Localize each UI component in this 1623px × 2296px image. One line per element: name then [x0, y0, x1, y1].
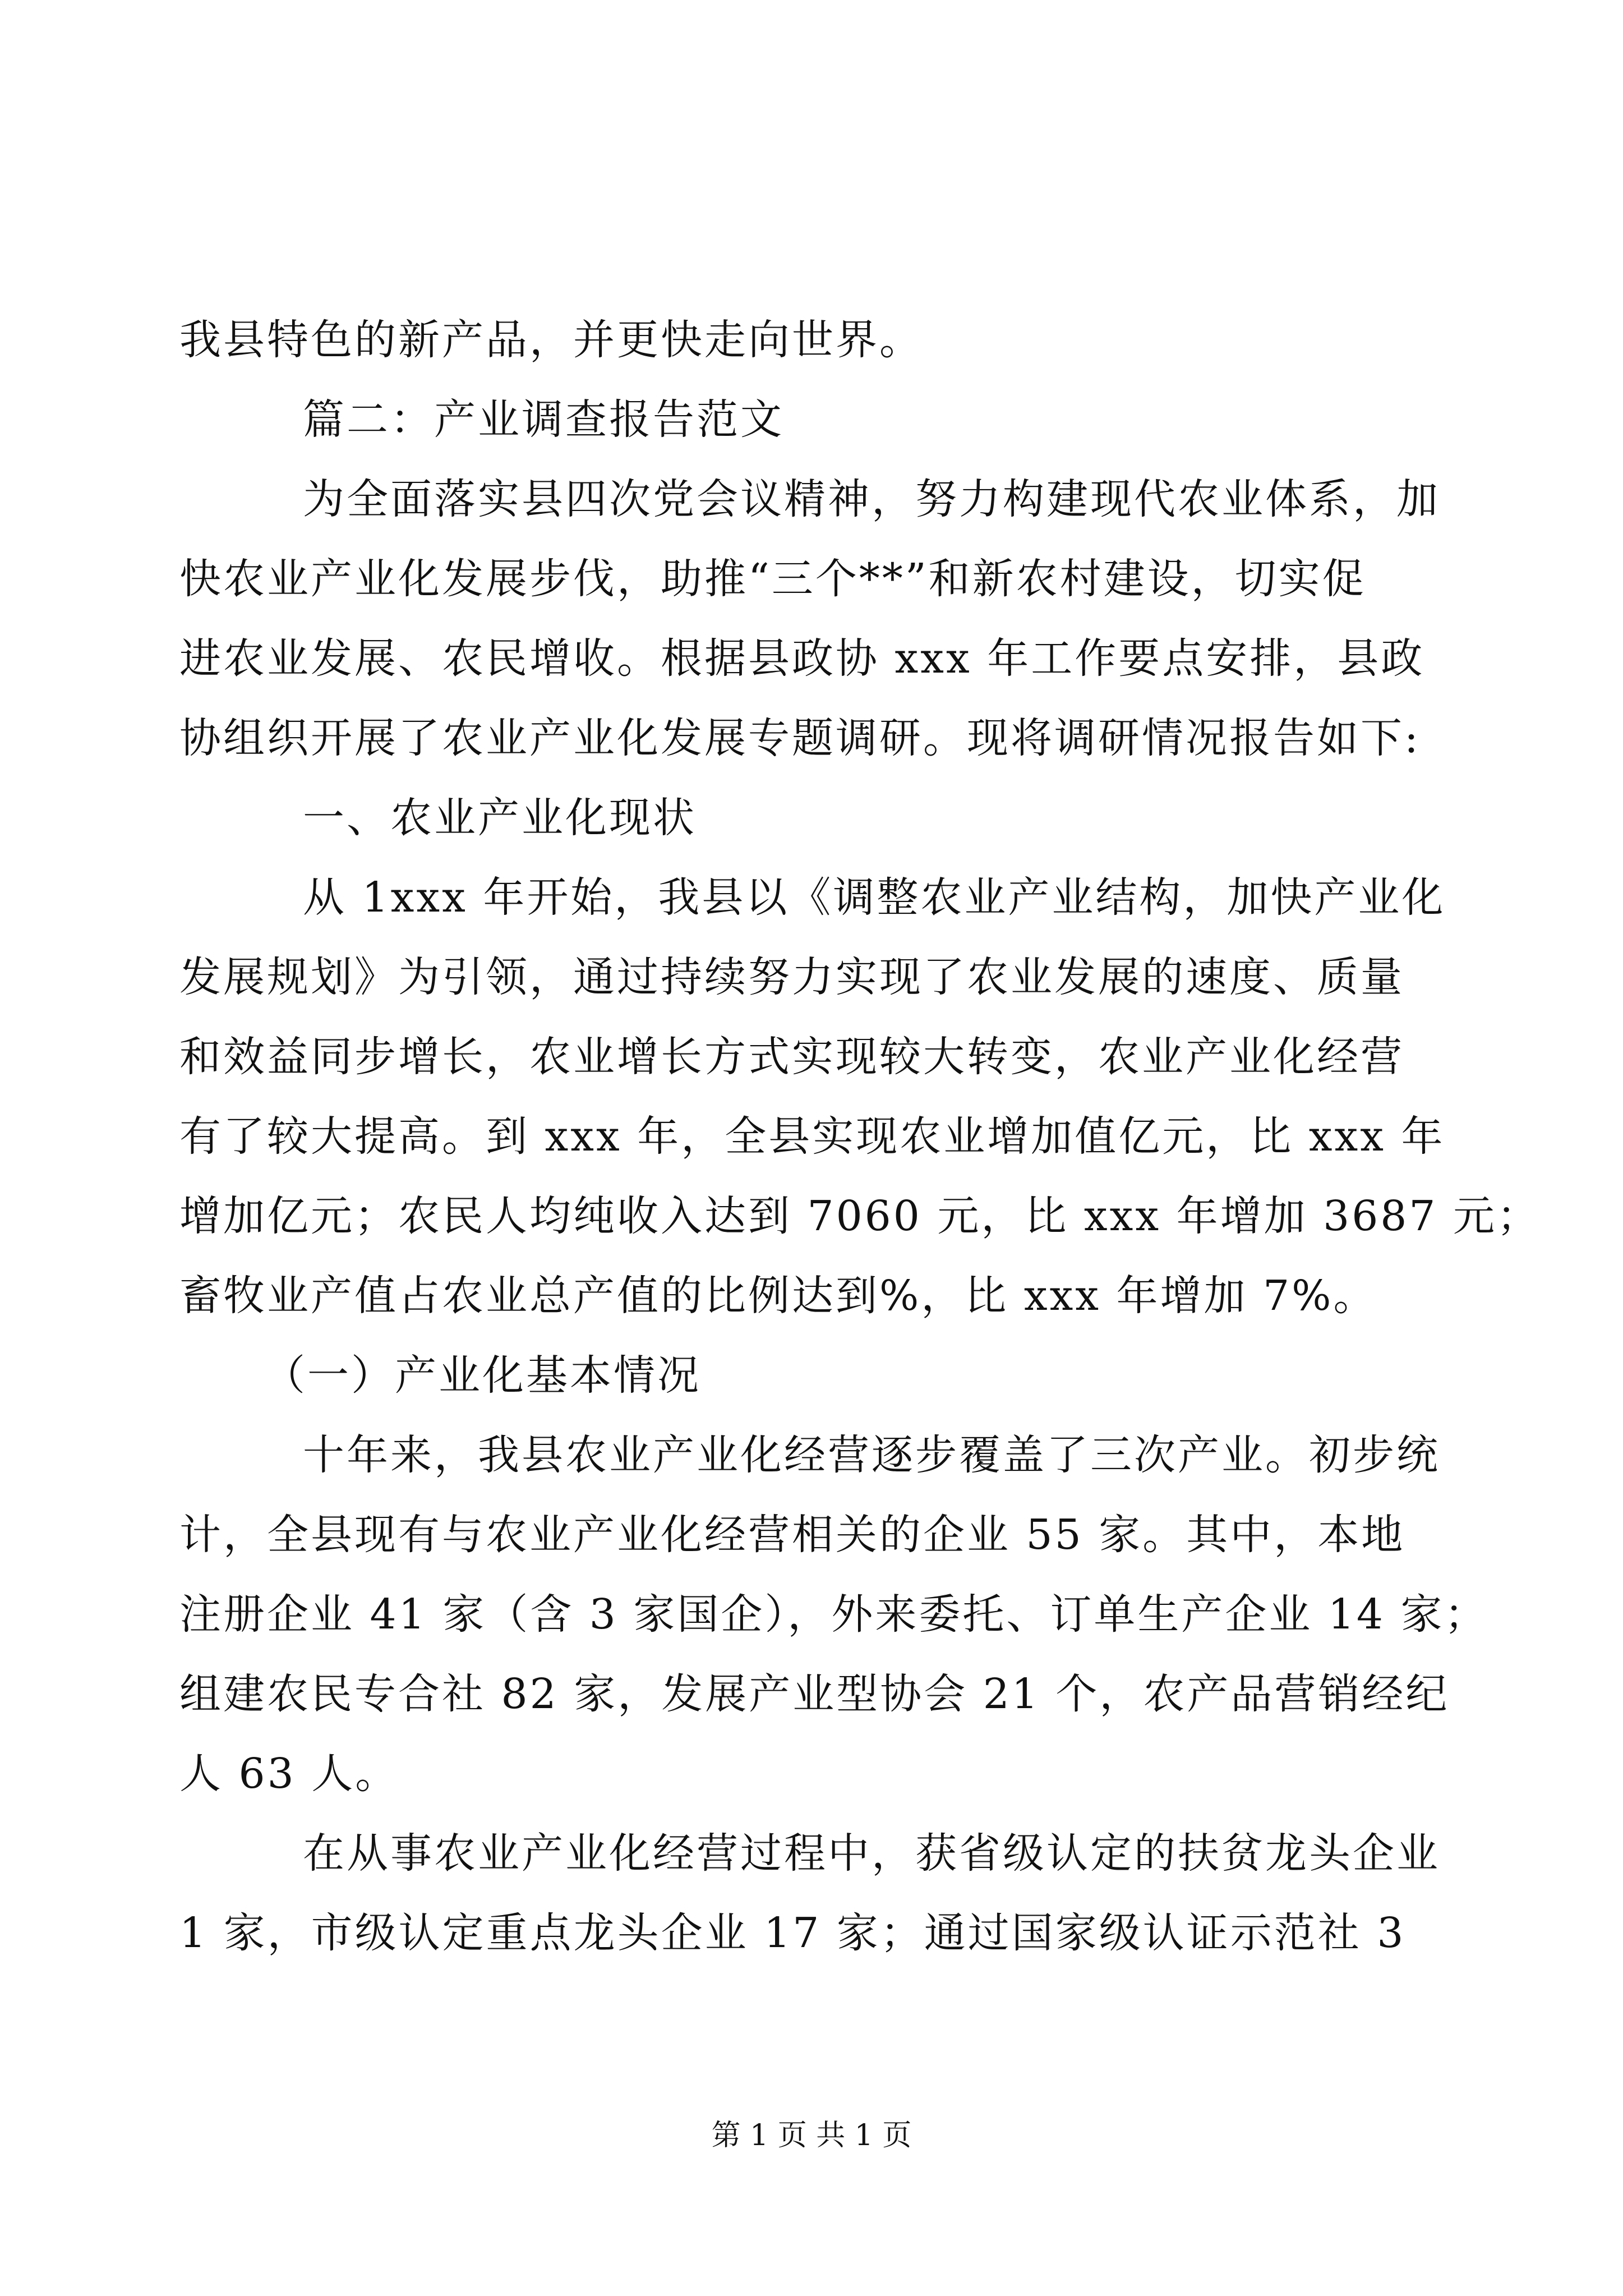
text-line: 快农业产业化发展步伐，助推“三个**”和新农村建设，切实促: [179, 555, 1366, 603]
text-line: 计，全县现有与农业产业化经营相关的企业 55 家。其中，本地: [179, 1511, 1405, 1559]
section-heading: （一）产业化基本情况: [264, 1351, 701, 1400]
text-line: 我县特色的新产品，并更快走向世界。: [179, 316, 923, 364]
text-line: 进农业发展、农民增收。根据县政协 xxx 年工作要点安排，县政: [179, 634, 1425, 683]
section-heading: 篇二：产业调查报告范文: [303, 395, 784, 444]
text-line: 从 1xxx 年开始，我县以《调整农业产业结构，加快产业化: [303, 873, 1446, 922]
text-line: 1 家，市级认定重点龙头企业 17 家；通过国家级认证示范社 3: [179, 1909, 1406, 1957]
text-line: 在从事农业产业化经营过程中，获省级认定的扶贫龙头企业: [303, 1829, 1440, 1878]
text-line: 发展规划》为引领，通过持续努力实现了农业发展的速度、质量: [179, 953, 1404, 1001]
section-heading: 一、农业产业化现状: [303, 794, 697, 842]
page-number-footer: 第 1 页 共 1 页: [711, 2119, 912, 2152]
text-line: 人 63 人。: [179, 1750, 399, 1798]
text-line: 组建农民专合社 82 家，发展产业型协会 21 个，农产品营销经纪: [179, 1670, 1450, 1718]
text-line: 注册企业 41 家（含 3 家国企），外来委托、订单生产企业 14 家；: [179, 1590, 1488, 1639]
text-line: 有了较大提高。到 xxx 年，全县实现农业增加值亿元，比 xxx 年: [179, 1112, 1445, 1161]
text-line: 畜牧业产值占农业总产值的比例达到%，比 xxx 年增加 7%。: [179, 1272, 1377, 1320]
text-line: 十年来，我县农业产业化经营逐步覆盖了三次产业。初步统: [303, 1431, 1440, 1479]
text-line: 增加亿元；农民人均纯收入达到 7060 元，比 xxx 年增加 3687 元；: [179, 1192, 1541, 1240]
text-line: 为全面落实县四次党会议精神，努力构建现代农业体系，加: [303, 475, 1440, 523]
text-line: 协组织开展了农业产业化发展专题调研。现将调研情况报告如下:: [179, 714, 1421, 762]
text-line: 和效益同步增长，农业增长方式实现较大转变，农业产业化经营: [179, 1033, 1404, 1081]
